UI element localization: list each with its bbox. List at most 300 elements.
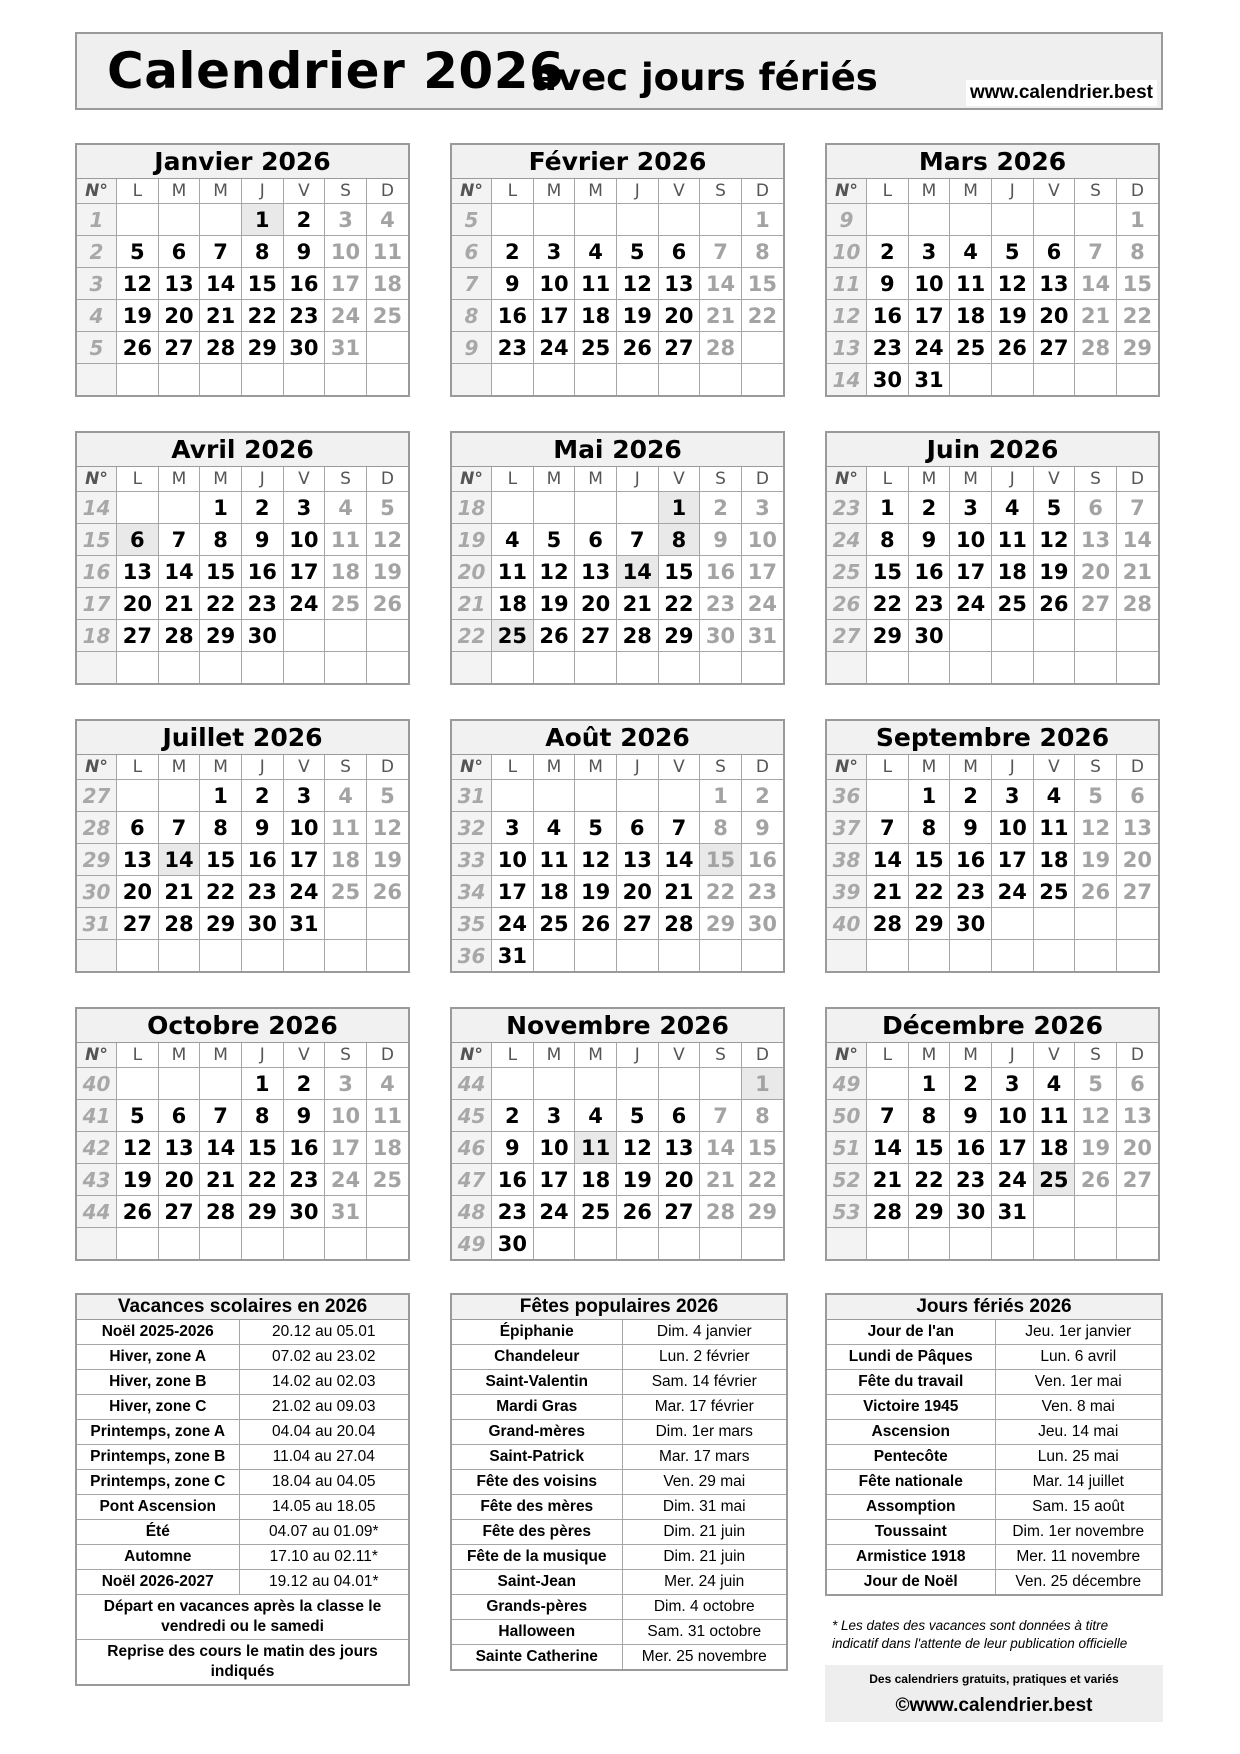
week-number-header: N°	[77, 1043, 117, 1068]
day-cell: 28	[158, 908, 200, 940]
week-row	[452, 588, 783, 620]
day-cell	[283, 1228, 325, 1260]
day-cell: 7	[700, 236, 742, 268]
popular-holiday-row	[452, 1520, 786, 1545]
day-cell: 25	[492, 620, 534, 652]
departure-note: Départ en vacances après la classe le vendredi ou le samedi	[77, 1595, 408, 1640]
day-cell: 30	[283, 332, 325, 364]
event-date: Dim. 21 juin	[622, 1520, 786, 1545]
week-row	[452, 780, 783, 812]
weekday-label: L	[117, 467, 159, 492]
week-row	[77, 1196, 408, 1228]
school-holidays-note: * Les dates des vacances sont données à titre indicatif dans l'attente de leur publication officielle	[832, 1618, 1128, 1651]
week-number: 8	[452, 300, 492, 332]
day-cell	[158, 204, 200, 236]
event-name: Fête nationale	[827, 1470, 995, 1495]
event-date: Jeu. 14 mai	[995, 1420, 1161, 1445]
week-number-header: N°	[827, 755, 867, 780]
day-cell: 27	[117, 620, 159, 652]
months-grid	[75, 143, 1165, 1273]
popular-holiday-row	[452, 1645, 786, 1670]
day-cell	[616, 364, 658, 396]
day-cell	[575, 364, 617, 396]
day-cell: 9	[283, 1100, 325, 1132]
day-cell: 12	[117, 1132, 159, 1164]
week-number: 27	[77, 780, 117, 812]
day-cell: 15	[241, 1132, 283, 1164]
day-cell	[325, 940, 367, 972]
day-cell: 23	[700, 588, 742, 620]
day-cell: 25	[366, 300, 408, 332]
event-name: Épiphanie	[452, 1320, 622, 1345]
day-cell	[991, 652, 1033, 684]
day-cell: 14	[616, 556, 658, 588]
day-cell: 6	[1116, 780, 1158, 812]
day-cell: 1	[658, 492, 700, 524]
week-row	[827, 300, 1158, 332]
week-number-header: N°	[827, 179, 867, 204]
day-cell: 23	[241, 876, 283, 908]
day-cell: 19	[991, 300, 1033, 332]
day-cell	[908, 940, 950, 972]
day-cell: 23	[283, 300, 325, 332]
day-cell: 19	[575, 876, 617, 908]
school-holiday-row	[77, 1370, 408, 1395]
day-cell: 22	[908, 876, 950, 908]
weekday-label: V	[1033, 179, 1075, 204]
day-cell: 17	[991, 844, 1033, 876]
day-cell	[1075, 940, 1117, 972]
day-cell	[908, 1228, 950, 1260]
day-cell: 1	[241, 1068, 283, 1100]
event-date: Dim. 4 octobre	[622, 1595, 786, 1620]
day-cell	[283, 620, 325, 652]
week-row	[827, 364, 1158, 396]
day-cell: 8	[241, 1100, 283, 1132]
weekday-label: J	[991, 467, 1033, 492]
week-number: 30	[77, 876, 117, 908]
weekday-label: L	[117, 1043, 159, 1068]
day-cell	[616, 204, 658, 236]
weekday-label: V	[1033, 467, 1075, 492]
day-cell: 24	[325, 300, 367, 332]
day-cell: 29	[241, 1196, 283, 1228]
day-cell	[366, 364, 408, 396]
day-cell: 6	[575, 524, 617, 556]
day-cell: 14	[158, 556, 200, 588]
day-cell: 6	[1116, 1068, 1158, 1100]
day-cell: 15	[1116, 268, 1158, 300]
weekday-label: L	[867, 179, 909, 204]
school-holiday-note-row	[77, 1595, 408, 1640]
day-cell	[366, 332, 408, 364]
day-cell: 17	[533, 300, 575, 332]
public-holiday-row	[827, 1495, 1161, 1520]
week-row	[452, 332, 783, 364]
day-cell: 13	[1116, 812, 1158, 844]
day-cell: 25	[575, 1196, 617, 1228]
week-number	[77, 940, 117, 972]
day-cell	[700, 1228, 742, 1260]
day-cell	[492, 1068, 534, 1100]
school-holiday-row	[77, 1495, 408, 1520]
day-cell: 1	[241, 204, 283, 236]
day-cell: 1	[741, 1068, 783, 1100]
popular-holiday-row	[452, 1345, 786, 1370]
event-name: Saint-Patrick	[452, 1445, 622, 1470]
weekday-label: D	[366, 179, 408, 204]
public-holiday-row	[827, 1445, 1161, 1470]
weekday-label: M	[200, 1043, 242, 1068]
day-cell	[741, 1228, 783, 1260]
event-date: Lun. 2 février	[622, 1345, 786, 1370]
day-cell	[366, 652, 408, 684]
popular-holiday-row	[452, 1320, 786, 1345]
week-number: 19	[452, 524, 492, 556]
weekday-label: M	[200, 755, 242, 780]
day-cell: 12	[366, 524, 408, 556]
day-cell: 7	[1116, 492, 1158, 524]
day-cell	[616, 652, 658, 684]
day-cell: 20	[158, 1164, 200, 1196]
week-row	[827, 1228, 1158, 1260]
day-cell	[241, 940, 283, 972]
week-row	[827, 524, 1158, 556]
weekday-label: M	[533, 1043, 575, 1068]
day-cell: 16	[741, 844, 783, 876]
day-cell: 21	[700, 1164, 742, 1196]
week-row	[452, 908, 783, 940]
day-cell: 9	[867, 268, 909, 300]
day-cell: 11	[575, 268, 617, 300]
day-cell: 8	[200, 812, 242, 844]
week-row	[452, 1228, 783, 1260]
day-cell	[991, 620, 1033, 652]
day-cell	[200, 204, 242, 236]
day-cell	[366, 908, 408, 940]
day-cell	[117, 1228, 159, 1260]
week-row	[827, 1100, 1158, 1132]
event-date: 04.04 au 20.04	[239, 1420, 408, 1445]
day-cell: 20	[117, 588, 159, 620]
event-date: Mer. 24 juin	[622, 1570, 786, 1595]
day-cell	[908, 204, 950, 236]
event-date: Sam. 14 février	[622, 1370, 786, 1395]
day-cell: 18	[366, 268, 408, 300]
page-header	[75, 32, 1163, 110]
day-cell: 31	[492, 940, 534, 972]
week-number	[827, 1228, 867, 1260]
weekday-label: V	[658, 755, 700, 780]
week-number: 44	[77, 1196, 117, 1228]
day-cell: 4	[991, 492, 1033, 524]
weekday-label: D	[741, 1043, 783, 1068]
event-name: Noël 2026-2027	[77, 1570, 239, 1595]
week-row	[77, 588, 408, 620]
week-number: 31	[77, 908, 117, 940]
day-cell: 2	[741, 780, 783, 812]
event-date: 04.07 au 01.09*	[239, 1520, 408, 1545]
week-row	[452, 492, 783, 524]
day-cell: 29	[200, 908, 242, 940]
day-cell: 17	[741, 556, 783, 588]
day-cell: 28	[200, 332, 242, 364]
weekday-label: D	[1116, 179, 1158, 204]
event-name: Jour de Noël	[827, 1570, 995, 1595]
day-cell	[200, 940, 242, 972]
week-row	[77, 1068, 408, 1100]
day-cell	[117, 204, 159, 236]
day-cell: 27	[1116, 876, 1158, 908]
day-cell: 5	[366, 780, 408, 812]
week-row	[452, 268, 783, 300]
day-cell: 9	[492, 1132, 534, 1164]
day-cell	[741, 652, 783, 684]
day-cell: 1	[700, 780, 742, 812]
day-cell: 14	[867, 844, 909, 876]
day-cell: 21	[867, 876, 909, 908]
month-title: Décembre 2026	[827, 1009, 1158, 1043]
week-number: 40	[77, 1068, 117, 1100]
day-cell: 21	[867, 1164, 909, 1196]
event-name: Printemps, zone A	[77, 1420, 239, 1445]
day-cell: 19	[616, 300, 658, 332]
day-cell: 27	[616, 908, 658, 940]
public-holidays-table	[825, 1293, 1163, 1596]
day-cell	[575, 1068, 617, 1100]
day-cell: 15	[200, 556, 242, 588]
day-cell: 18	[950, 300, 992, 332]
day-cell: 10	[492, 844, 534, 876]
day-cell: 28	[158, 620, 200, 652]
day-cell: 6	[158, 1100, 200, 1132]
day-cell	[533, 204, 575, 236]
day-cell: 5	[575, 812, 617, 844]
day-cell: 6	[117, 524, 159, 556]
day-cell: 10	[991, 1100, 1033, 1132]
day-cell: 3	[283, 492, 325, 524]
day-cell	[325, 652, 367, 684]
event-date: Mar. 17 février	[622, 1395, 786, 1420]
week-row	[452, 1196, 783, 1228]
day-cell: 2	[283, 204, 325, 236]
weekday-label: J	[991, 1043, 1033, 1068]
weekday-label: M	[158, 755, 200, 780]
day-cell: 30	[950, 908, 992, 940]
day-cell: 22	[741, 300, 783, 332]
day-cell: 16	[283, 268, 325, 300]
week-number: 34	[452, 876, 492, 908]
weekday-label: D	[1116, 1043, 1158, 1068]
week-number: 16	[77, 556, 117, 588]
week-number: 37	[827, 812, 867, 844]
weekday-header-row	[827, 1043, 1158, 1068]
day-cell	[908, 652, 950, 684]
day-cell: 18	[533, 876, 575, 908]
day-cell: 29	[1116, 332, 1158, 364]
day-cell: 7	[200, 236, 242, 268]
month-title: Février 2026	[452, 145, 783, 179]
day-cell: 28	[658, 908, 700, 940]
day-cell: 12	[1075, 1100, 1117, 1132]
week-row	[827, 620, 1158, 652]
day-cell: 25	[1033, 876, 1075, 908]
day-cell: 12	[1075, 812, 1117, 844]
day-cell: 3	[991, 1068, 1033, 1100]
week-number: 44	[452, 1068, 492, 1100]
day-cell	[991, 940, 1033, 972]
weekday-label: V	[1033, 755, 1075, 780]
weekday-label: S	[1075, 755, 1117, 780]
day-cell	[1033, 1228, 1075, 1260]
week-row	[452, 236, 783, 268]
week-row	[77, 332, 408, 364]
day-cell: 2	[950, 780, 992, 812]
day-cell: 11	[325, 812, 367, 844]
month-calendar	[75, 431, 410, 685]
event-name: Assomption	[827, 1495, 995, 1520]
week-number: 41	[77, 1100, 117, 1132]
day-cell: 7	[158, 812, 200, 844]
day-cell: 10	[950, 524, 992, 556]
day-cell: 6	[658, 236, 700, 268]
week-number: 48	[452, 1196, 492, 1228]
week-row	[827, 236, 1158, 268]
day-cell	[1116, 620, 1158, 652]
month-calendar	[75, 143, 410, 397]
day-cell: 21	[200, 1164, 242, 1196]
day-cell: 16	[867, 300, 909, 332]
event-date: 11.04 au 27.04	[239, 1445, 408, 1470]
week-number	[77, 1228, 117, 1260]
day-cell: 19	[1033, 556, 1075, 588]
day-cell: 27	[1033, 332, 1075, 364]
day-cell	[158, 1228, 200, 1260]
popular-holiday-row	[452, 1395, 786, 1420]
day-cell	[117, 652, 159, 684]
weekday-label: V	[658, 179, 700, 204]
day-cell	[575, 780, 617, 812]
day-cell: 22	[1116, 300, 1158, 332]
school-holiday-note-row	[77, 1640, 408, 1685]
day-cell	[741, 940, 783, 972]
day-cell: 9	[283, 236, 325, 268]
day-cell	[991, 364, 1033, 396]
day-cell: 5	[117, 236, 159, 268]
day-cell	[1075, 1228, 1117, 1260]
weekday-label: M	[575, 467, 617, 492]
day-cell: 11	[533, 844, 575, 876]
week-row	[827, 1068, 1158, 1100]
week-number-header: N°	[827, 1043, 867, 1068]
day-cell: 23	[867, 332, 909, 364]
week-number: 42	[77, 1132, 117, 1164]
weekday-label: M	[575, 755, 617, 780]
day-cell: 27	[658, 1196, 700, 1228]
week-number: 50	[827, 1100, 867, 1132]
week-number	[77, 364, 117, 396]
day-cell: 5	[991, 236, 1033, 268]
day-cell: 18	[575, 1164, 617, 1196]
day-cell: 29	[200, 620, 242, 652]
day-cell	[867, 940, 909, 972]
week-number: 40	[827, 908, 867, 940]
day-cell: 13	[658, 268, 700, 300]
week-number: 15	[77, 524, 117, 556]
day-cell: 7	[158, 524, 200, 556]
weekday-label: L	[867, 755, 909, 780]
weekday-label: D	[1116, 755, 1158, 780]
day-cell: 14	[700, 268, 742, 300]
day-cell: 21	[1116, 556, 1158, 588]
day-cell: 8	[658, 524, 700, 556]
week-number: 28	[77, 812, 117, 844]
school-holiday-row	[77, 1470, 408, 1495]
weekday-label: L	[492, 467, 534, 492]
site-link[interactable]: www.calendrier.best	[966, 80, 1157, 106]
day-cell: 18	[366, 1132, 408, 1164]
day-cell: 7	[867, 1100, 909, 1132]
day-cell: 2	[867, 236, 909, 268]
day-cell: 26	[1075, 876, 1117, 908]
event-date: Mar. 14 juillet	[995, 1470, 1161, 1495]
event-date: Sam. 31 octobre	[622, 1620, 786, 1645]
weekday-label: L	[492, 179, 534, 204]
day-cell	[366, 1228, 408, 1260]
day-cell: 9	[241, 812, 283, 844]
day-cell: 19	[366, 844, 408, 876]
event-date: Mar. 17 mars	[622, 1445, 786, 1470]
day-cell: 31	[283, 908, 325, 940]
day-cell: 18	[492, 588, 534, 620]
day-cell	[533, 652, 575, 684]
day-cell: 19	[616, 1164, 658, 1196]
week-number: 17	[77, 588, 117, 620]
day-cell	[492, 652, 534, 684]
day-cell	[991, 1228, 1033, 1260]
day-cell: 16	[950, 844, 992, 876]
weekday-label: S	[700, 755, 742, 780]
week-number: 25	[827, 556, 867, 588]
weekday-label: D	[741, 467, 783, 492]
day-cell	[366, 1196, 408, 1228]
weekday-label: J	[991, 179, 1033, 204]
day-cell: 8	[200, 524, 242, 556]
day-cell: 15	[200, 844, 242, 876]
day-cell	[700, 204, 742, 236]
week-number: 35	[452, 908, 492, 940]
day-cell: 18	[1033, 844, 1075, 876]
day-cell	[1075, 652, 1117, 684]
day-cell	[200, 1068, 242, 1100]
day-cell	[241, 364, 283, 396]
week-row	[77, 1132, 408, 1164]
day-cell	[1075, 620, 1117, 652]
footer-site[interactable]: ©www.calendrier.best	[895, 1695, 1093, 1716]
day-cell	[1033, 908, 1075, 940]
day-cell	[575, 204, 617, 236]
day-cell: 9	[950, 812, 992, 844]
day-cell	[616, 940, 658, 972]
weekday-label: J	[241, 1043, 283, 1068]
event-date: Sam. 15 août	[995, 1495, 1161, 1520]
day-cell: 10	[325, 236, 367, 268]
day-cell	[700, 940, 742, 972]
weekday-label: L	[117, 755, 159, 780]
day-cell: 2	[283, 1068, 325, 1100]
day-cell: 4	[366, 1068, 408, 1100]
day-cell	[117, 940, 159, 972]
